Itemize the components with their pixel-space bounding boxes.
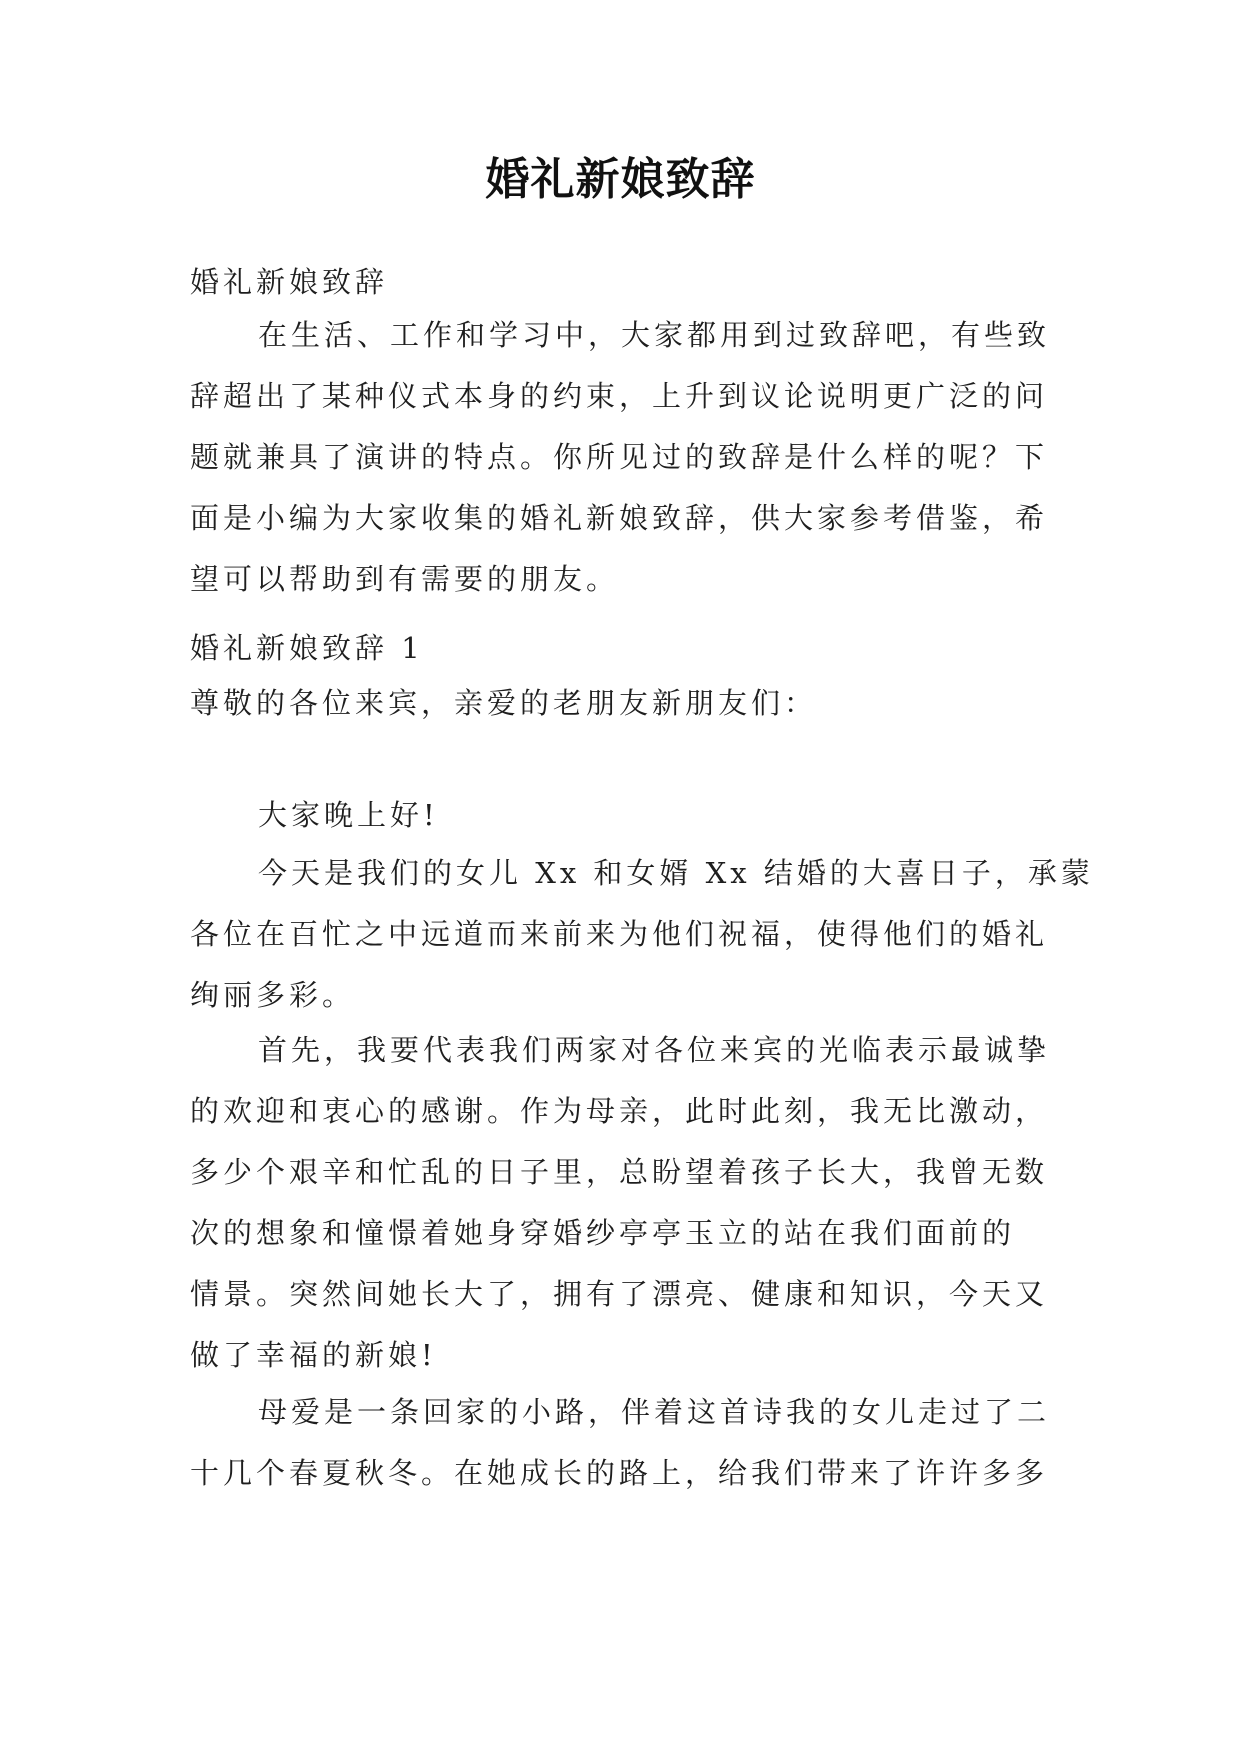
paragraph-line: 各位在百忙之中远道而来前来为他们祝福，使得他们的婚礼	[190, 917, 1049, 951]
paragraph-line: 次的想象和憧憬着她身穿婚纱亭亭玉立的站在我们面前的	[190, 1216, 1016, 1250]
paragraph-2	[190, 1020, 1055, 1386]
paragraph-3	[190, 1382, 1055, 1504]
paragraph-line: 绚丽多彩。	[190, 978, 356, 1012]
intro-line: 辞超出了某种仪式本身的约束，上升到议论说明更广泛的问	[190, 379, 1049, 413]
subtitle-line: 婚礼新娘致辞	[190, 265, 389, 299]
section-heading-text: 婚礼新娘致辞 1	[190, 631, 424, 665]
section-heading	[190, 618, 1055, 679]
paragraph-line: 母爱是一条回家的小路，伴着这首诗我的女儿走过了二	[258, 1395, 1051, 1429]
paragraph-line: 今天是我们的女儿 Xx 和女婿 Xx 结婚的大喜日子，承蒙	[258, 856, 1094, 890]
paragraph-line: 多少个艰辛和忙乱的日子里，总盼望着孩子长大，我曾无数	[190, 1155, 1049, 1189]
document-subtitle	[190, 252, 1055, 313]
paragraph-line: 首先，我要代表我们两家对各位来宾的光临表示最诚挚	[258, 1033, 1051, 1067]
intro-line: 在生活、工作和学习中，大家都用到过致辞吧，有些致	[258, 318, 1051, 352]
salutation-text: 尊敬的各位来宾，亲爱的老朋友新朋友们：	[190, 686, 818, 720]
salutation	[190, 673, 1055, 734]
paragraph-line: 情景。突然间她长大了，拥有了漂亮、健康和知识，今天又	[190, 1277, 1049, 1311]
intro-paragraph	[190, 305, 1055, 610]
intro-line: 望可以帮助到有需要的朋友。	[190, 562, 620, 596]
intro-line: 题就兼具了演讲的特点。你所见过的致辞是什么样的呢？下	[190, 440, 1049, 474]
greeting-text: 大家晚上好!	[258, 798, 439, 832]
greeting	[190, 785, 1055, 846]
paragraph-line: 做了幸福的新娘!	[190, 1338, 437, 1372]
paragraph-line: 十几个春夏秋冬。在她成长的路上，给我们带来了许许多多	[190, 1456, 1049, 1490]
paragraph-1	[190, 843, 1094, 1026]
document-title: 婚礼新娘致辞	[485, 154, 756, 205]
intro-line: 面是小编为大家收集的婚礼新娘致辞，供大家参考借鉴，希	[190, 501, 1049, 535]
paragraph-line: 的欢迎和衷心的感谢。作为母亲，此时此刻，我无比激动，	[190, 1094, 1049, 1128]
